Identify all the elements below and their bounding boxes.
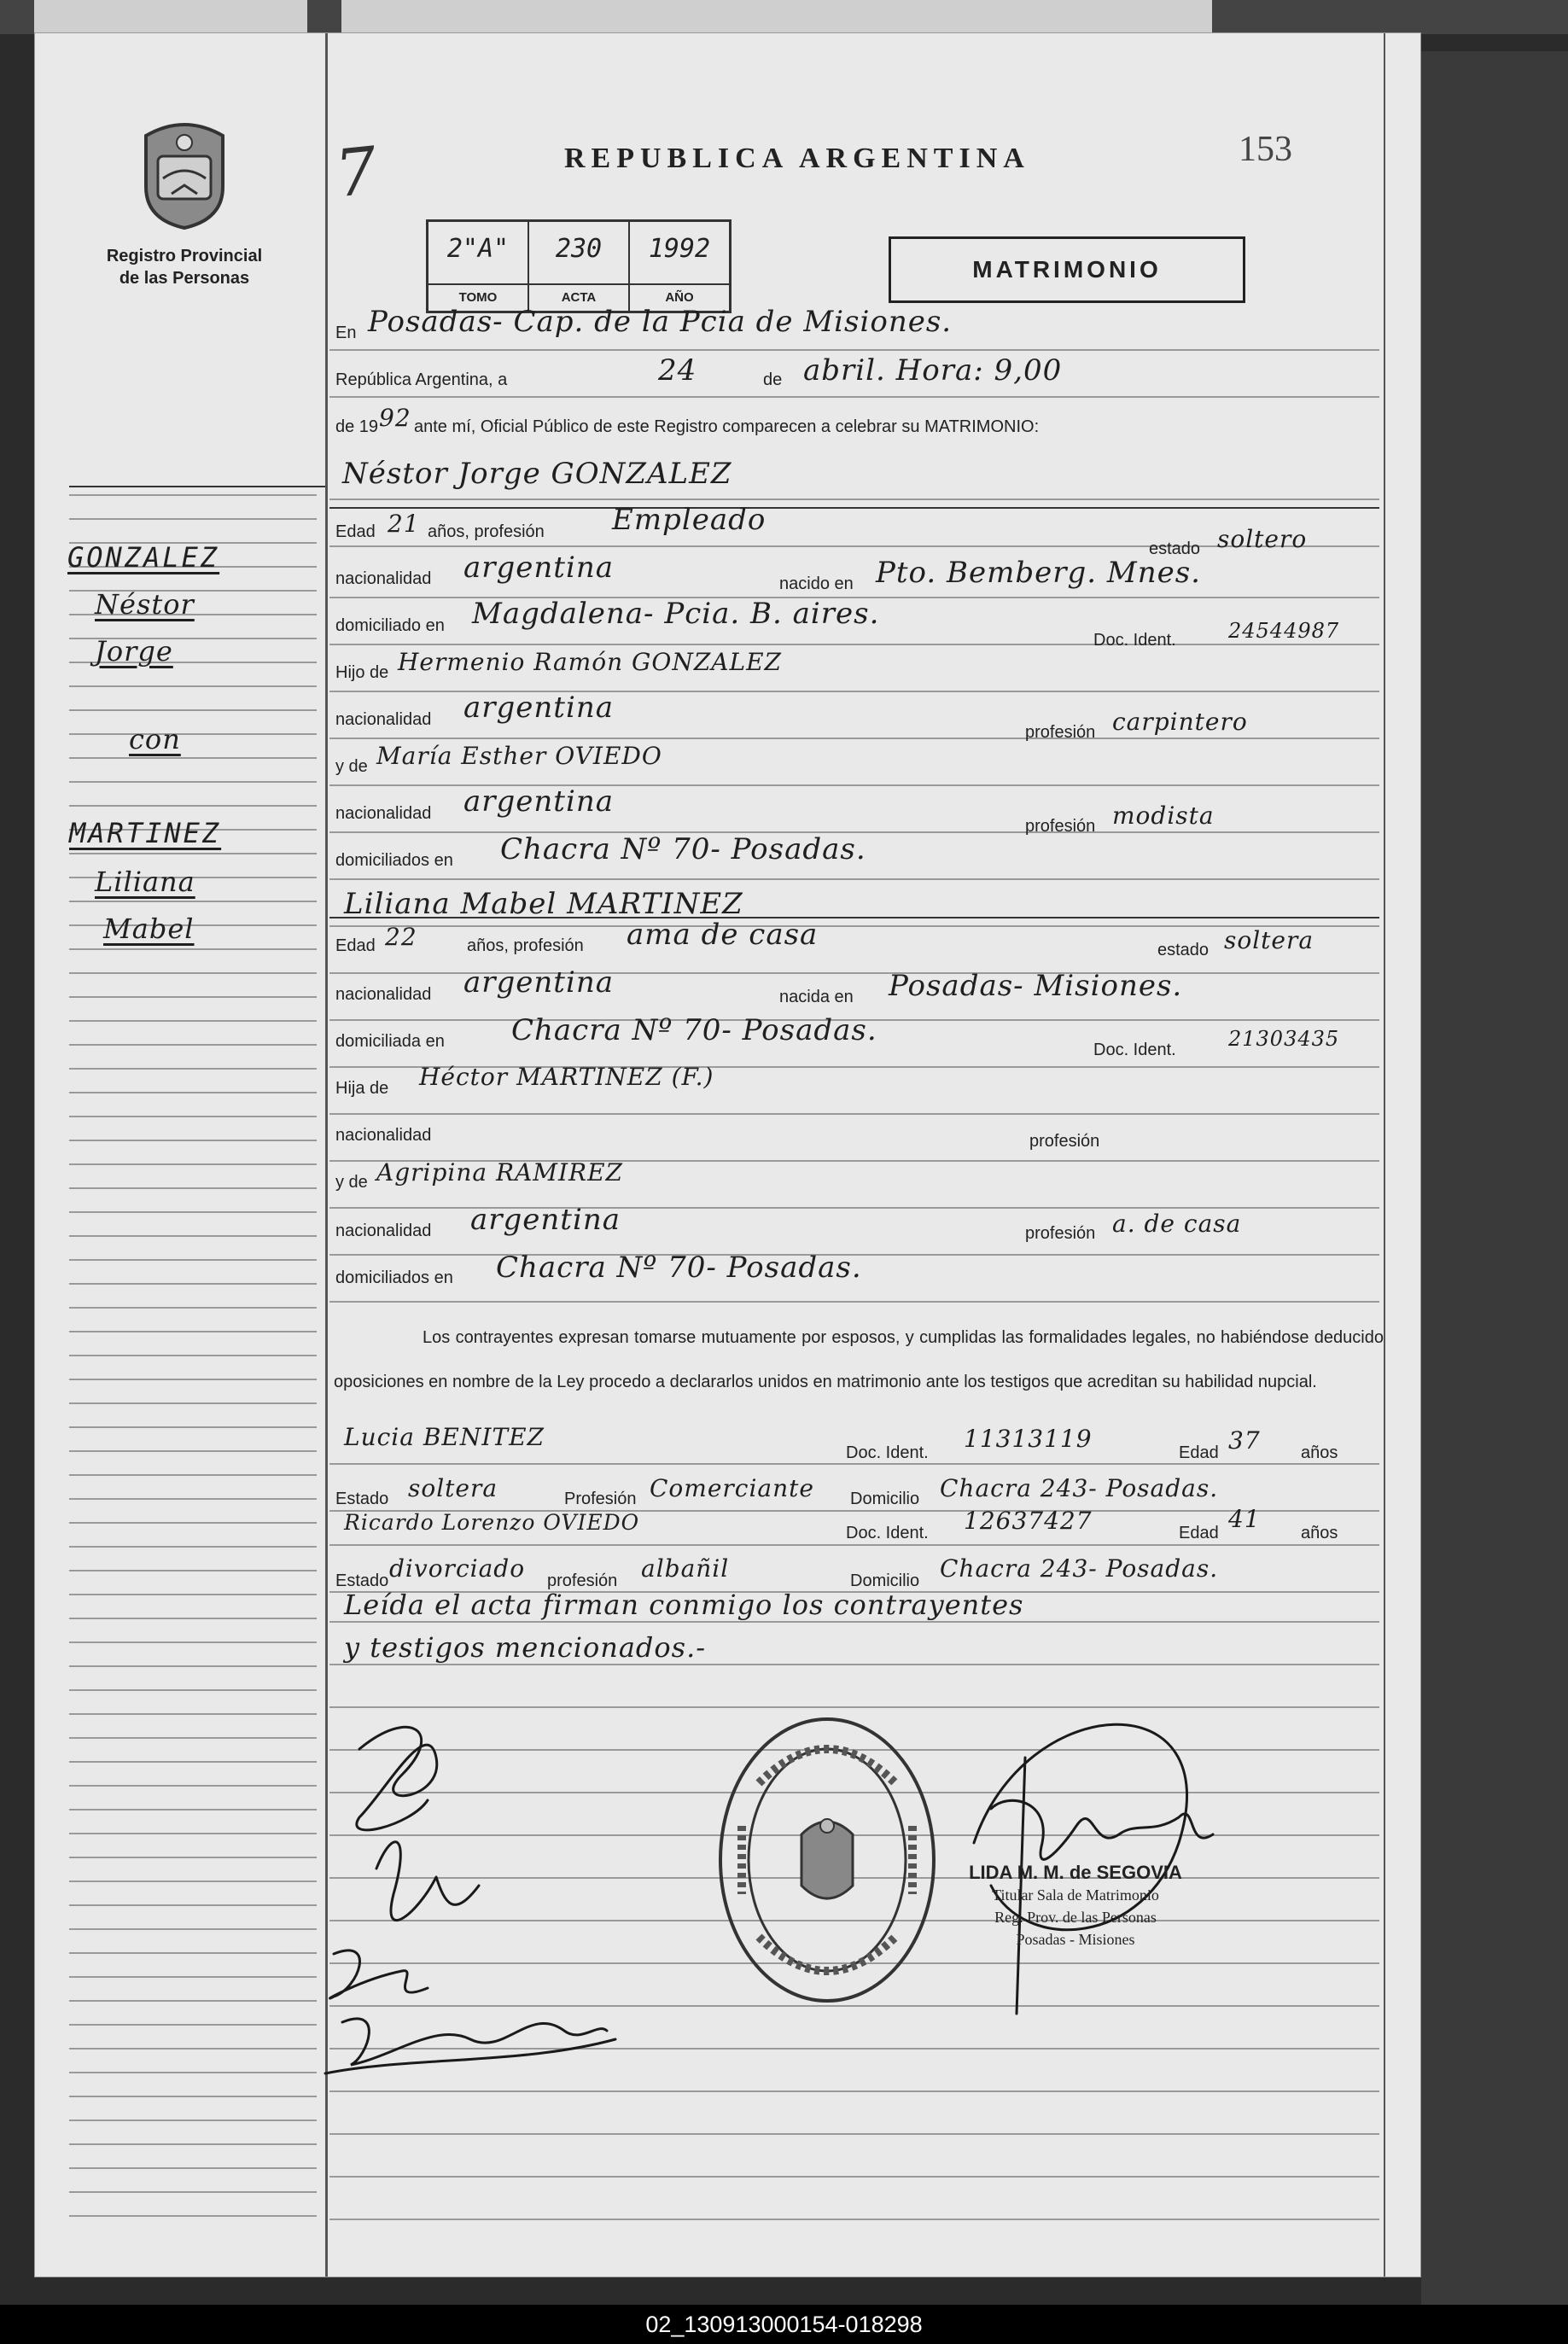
groom-nationality: argentina <box>463 551 615 585</box>
bride-address: Chacra Nº 70- Posadas. <box>511 1013 877 1047</box>
groom-age: 21 <box>388 510 420 538</box>
margin-groom-name2: Jorge <box>95 635 173 668</box>
margin-groom-surname: GONZALEZ <box>67 541 220 574</box>
witness1-age: 37 <box>1228 1426 1261 1455</box>
witness2-doc-label: Doc. Ident. <box>846 1524 929 1542</box>
registry-seal-stamp <box>708 1706 947 2014</box>
appearance-text: ante mí, Oficial Público de este Registro comparecen a celebrar su MATRIMONIO: <box>414 417 1040 436</box>
marriage-month-time: abril. Hora: 9,00 <box>803 353 1063 388</box>
form-line <box>329 2133 1379 2135</box>
bride-doc-label: Doc. Ident. <box>1093 1041 1176 1059</box>
groom-father-name: Hermenio Ramón GONZALEZ <box>398 648 782 676</box>
certificate-page <box>34 32 1421 2277</box>
closing-line-1: Leída el acta firman conmigo los contrayentes <box>344 1589 1024 1621</box>
ruled-line <box>69 1379 317 1380</box>
acta-value: 230 <box>555 234 603 264</box>
witness2-civil-status: divorciado <box>389 1554 526 1583</box>
bride-mother-prof-label: profesión <box>1025 1224 1096 1243</box>
bride-father-name: Héctor MARTINEZ (F.) <box>419 1063 714 1091</box>
closing-line-2: y testigos mencionados.- <box>344 1631 707 1664</box>
margin-header-line <box>69 486 325 487</box>
ruled-line <box>69 1952 317 1954</box>
official-signature-block <box>926 1862 1225 1950</box>
groom-edad-label: Edad <box>335 522 376 541</box>
margin-bride-name1: Liliana <box>95 866 195 898</box>
ruled-line <box>69 2000 317 2002</box>
ruled-line <box>69 1092 317 1093</box>
groom-civil-status: soltero <box>1217 525 1308 553</box>
form-line <box>329 644 1379 645</box>
ruled-line <box>69 1402 317 1404</box>
ruled-line <box>69 1450 317 1452</box>
form-line <box>329 925 1379 927</box>
acta-reference-table <box>426 219 732 313</box>
ruled-line <box>69 2167 317 2169</box>
groom-mother-profession: modista <box>1112 802 1215 830</box>
form-line <box>329 1621 1379 1623</box>
groom-mother-name: María Esther OVIEDO <box>376 742 662 770</box>
form-line <box>329 499 1379 500</box>
form-line <box>329 396 1379 398</box>
form-line <box>329 1544 1379 1546</box>
witness2-address: Chacra 243- Posadas. <box>940 1554 1219 1583</box>
year-prefix: de 19 <box>335 417 379 436</box>
ano-value: 1992 <box>648 234 711 264</box>
ruled-line <box>69 948 317 950</box>
ruled-line <box>69 1211 317 1213</box>
form-line <box>329 2176 1379 2178</box>
bride-nacida-label: nacida en <box>779 988 854 1006</box>
witness2-doc-number: 12637427 <box>964 1507 1093 1535</box>
bride-doc-number: 21303435 <box>1228 1027 1340 1051</box>
ruled-line <box>69 733 317 735</box>
witness1-edad-label: Edad <box>1179 1443 1219 1462</box>
margin-connector: con <box>129 723 181 755</box>
ruled-line <box>69 1737 317 1739</box>
acta-label: ACTA <box>529 283 628 311</box>
bride-mother-name: Agripina RAMIREZ <box>376 1158 623 1187</box>
groom-parents-dom-label: domiciliados en <box>335 851 453 870</box>
ruled-line <box>69 1689 317 1691</box>
bride-parents-address: Chacra Nº 70- Posadas. <box>496 1251 862 1285</box>
ruled-line <box>69 1976 317 1978</box>
bride-estado-label: estado <box>1157 941 1210 959</box>
marriage-place: Posadas- Cap. de la Pcia de Misiones. <box>368 305 953 339</box>
groom-father-nationality: argentina <box>463 691 615 725</box>
acta-cell <box>529 222 630 311</box>
groom-mother-nat-label: nacionalidad <box>335 804 432 823</box>
ruled-line <box>69 972 317 974</box>
ruled-line <box>69 1044 317 1046</box>
bride-edad-label: Edad <box>335 936 376 955</box>
witness1-civil-status: soltera <box>408 1474 498 1502</box>
ano-cell <box>630 222 729 311</box>
bride-dom-label: domiciliada en <box>335 1032 445 1051</box>
groom-yde-label: y de <box>335 757 368 776</box>
ruled-line <box>69 757 317 759</box>
form-line <box>329 738 1379 739</box>
witness1-anos-label: años <box>1301 1443 1338 1462</box>
ruled-line <box>69 2048 317 2050</box>
ruled-line <box>69 1283 317 1285</box>
form-line <box>329 1463 1379 1465</box>
coat-of-arms-icon <box>137 119 231 230</box>
groom-mother-nationality: argentina <box>463 784 615 819</box>
ruled-line <box>69 996 317 998</box>
tomo-cell <box>428 222 529 311</box>
witness2-anos-label: años <box>1301 1524 1338 1542</box>
registry-name <box>78 245 291 289</box>
scan-identifier: 02_130913000154-018298 <box>0 2305 1568 2344</box>
witness2-profession: albañil <box>641 1554 730 1583</box>
groom-estado-label: estado <box>1149 539 1201 558</box>
ruled-line <box>69 494 317 496</box>
ruled-line <box>69 1546 317 1548</box>
witness2-estado-label: Estado <box>335 1571 389 1590</box>
groom-parents-address: Chacra Nº 70- Posadas. <box>500 832 866 866</box>
ruled-line <box>69 1880 317 1882</box>
bride-age: 22 <box>385 923 417 951</box>
witness2-edad-label: Edad <box>1179 1524 1219 1542</box>
bride-civil-status: soltera <box>1224 926 1314 954</box>
tomo-value: 2"A" <box>446 234 510 264</box>
document-type-box: MATRIMONIO <box>889 236 1245 303</box>
ruled-line <box>69 1068 317 1070</box>
ruled-line <box>69 1187 317 1189</box>
ruled-line <box>69 1522 317 1524</box>
ruled-line <box>69 1355 317 1356</box>
form-line <box>329 349 1379 351</box>
party-signatures <box>308 1698 667 2125</box>
ruled-line <box>69 1259 317 1261</box>
ruled-line <box>69 1020 317 1022</box>
groom-doc-label: Doc. Ident. <box>1093 631 1176 650</box>
form-line <box>329 2219 1379 2220</box>
declaration-text: Los contrayentes expresan tomarse mutuamente por esposos, y cumplidas las formalidades legales, no habiéndose deducido oposiciones en nombre de la Ley procedo a declararlos unidos en matrimonio ante los testigos que acreditan su habilidad nupcial. <box>334 1328 1384 1391</box>
groom-full-name: Néstor Jorge GONZALEZ <box>342 457 732 491</box>
bride-parents-dom-label: domiciliados en <box>335 1268 453 1287</box>
margin-bride-name2: Mabel <box>103 913 195 945</box>
groom-father-prof-label: profesión <box>1025 723 1096 742</box>
ruled-line <box>69 1498 317 1500</box>
republic-label: República Argentina, a <box>335 370 508 389</box>
witness2-name: Ricardo Lorenzo OVIEDO <box>344 1510 640 1535</box>
groom-address: Magdalena- Pcia. B. aires. <box>472 597 880 631</box>
ruled-line <box>69 1665 317 1667</box>
ruled-line <box>69 1307 317 1309</box>
groom-hijo-label: Hijo de <box>335 663 389 682</box>
ruled-line <box>69 1713 317 1715</box>
right-margin-rule <box>1384 33 1385 2277</box>
ruled-line <box>69 781 317 783</box>
witness1-doc-number: 11313119 <box>964 1425 1093 1453</box>
scan-top-edge <box>0 0 1568 34</box>
witness1-estado-label: Estado <box>335 1490 389 1508</box>
witness2-domicilio-label: Domicilio <box>850 1571 920 1590</box>
marriage-year: 92 <box>379 404 411 432</box>
registry-name-line1: Registro Provincial <box>106 247 263 265</box>
groom-anos-label: años, profesión <box>428 522 545 541</box>
ruled-line <box>69 685 317 687</box>
ruled-line <box>69 1163 317 1165</box>
witness1-doc-label: Doc. Ident. <box>846 1443 929 1462</box>
official-title-3: Posadas - Misiones <box>1016 1931 1135 1948</box>
folio-number: 153 <box>1239 130 1292 169</box>
corner-note: 7 <box>331 131 381 213</box>
ruled-line <box>69 2072 317 2073</box>
ruled-line <box>69 2024 317 2026</box>
ruled-line <box>69 1235 317 1237</box>
en-label: En <box>335 324 357 342</box>
bride-nationality: argentina <box>463 965 615 1000</box>
ruled-line <box>69 1474 317 1476</box>
bride-profession: ama de casa <box>627 918 819 952</box>
ruled-line <box>69 1928 317 1930</box>
ruled-line <box>69 1761 317 1763</box>
groom-nat-label: nacionalidad <box>335 569 432 588</box>
margin-bride-surname: MARTINEZ <box>69 817 222 849</box>
bride-nat-label: nacionalidad <box>335 985 432 1004</box>
official-title-1: Titular Sala de Matrimonio <box>992 1886 1159 1904</box>
official-signature <box>923 1672 1281 2031</box>
tomo-label: TOMO <box>428 283 528 311</box>
bride-father-nat-label: nacionalidad <box>335 1126 432 1145</box>
ruled-line <box>69 1809 317 1810</box>
bride-anos-label: años, profesión <box>467 936 584 955</box>
groom-doc-number: 24544987 <box>1228 619 1340 643</box>
ruled-line <box>69 853 317 854</box>
ruled-line <box>69 1594 317 1595</box>
ruled-line <box>69 1904 317 1906</box>
marriage-day: 24 <box>658 353 697 388</box>
paper-edge <box>34 0 307 34</box>
ruled-line <box>69 1833 317 1834</box>
ruled-line <box>69 2215 317 2217</box>
form-line <box>329 1301 1379 1303</box>
ruled-line <box>69 805 317 807</box>
official-name: LIDA M. M. de SEGOVIA <box>969 1862 1182 1883</box>
bride-birthplace: Posadas- Misiones. <box>889 969 1183 1003</box>
bride-full-name: Liliana Mabel MARTINEZ <box>344 887 743 921</box>
ruled-line <box>69 2120 317 2121</box>
bride-hija-label: Hija de <box>335 1079 389 1098</box>
paper-edge <box>341 0 1212 34</box>
groom-birthplace: Pto. Bemberg. Mnes. <box>876 556 1201 590</box>
bride-mother-profession: a. de casa <box>1112 1210 1242 1238</box>
registry-name-line2: de las Personas <box>119 269 250 288</box>
witness1-profession: Comerciante <box>650 1474 814 1502</box>
witness2-age: 41 <box>1228 1505 1261 1533</box>
groom-profession: Empleado <box>612 503 767 537</box>
bride-yde-label: y de <box>335 1173 368 1192</box>
ruled-line <box>69 2143 317 2145</box>
form-line <box>329 1113 1379 1115</box>
margin-groom-name1: Néstor <box>95 588 195 621</box>
bride-mother-nationality: argentina <box>470 1203 621 1237</box>
witness1-domicilio-label: Domicilio <box>850 1490 920 1508</box>
ruled-line <box>69 518 317 520</box>
groom-father-nat-label: nacionalidad <box>335 710 432 729</box>
section-divider <box>329 507 1379 509</box>
witness1-address: Chacra 243- Posadas. <box>940 1474 1219 1502</box>
witness2-profesion-label: profesión <box>547 1571 618 1590</box>
witness1-profesion-label: Profesión <box>564 1490 637 1508</box>
witness1-name: Lucia BENITEZ <box>344 1423 545 1451</box>
ruled-line <box>69 1426 317 1428</box>
form-line <box>329 1664 1379 1665</box>
page-edge-shadow <box>1421 51 1568 2305</box>
ruled-line <box>69 1618 317 1619</box>
bride-father-prof-label: profesión <box>1029 1132 1100 1151</box>
ruled-line <box>69 901 317 902</box>
ruled-line <box>69 1785 317 1787</box>
groom-mother-prof-label: profesión <box>1025 817 1096 836</box>
bride-mother-nat-label: nacionalidad <box>335 1222 432 1240</box>
form-line <box>329 878 1379 880</box>
ruled-line <box>69 2096 317 2097</box>
ruled-line <box>69 1331 317 1332</box>
groom-father-profession: carpintero <box>1112 708 1248 736</box>
ruled-line <box>69 1570 317 1571</box>
ruled-line <box>69 709 317 711</box>
official-title-2: Reg. Prov. de las Personas <box>994 1909 1157 1926</box>
groom-nacido-label: nacido en <box>779 574 854 593</box>
ruled-line <box>69 1641 317 1643</box>
ruled-line <box>69 2191 317 2193</box>
ruled-line <box>69 1116 317 1117</box>
country-title: REPUBLICA ARGENTINA <box>564 143 1030 174</box>
groom-dom-label: domiciliado en <box>335 616 445 635</box>
ruled-line <box>69 1857 317 1858</box>
ruled-line <box>69 1140 317 1141</box>
de-label: de <box>763 370 783 389</box>
ano-label: AÑO <box>630 283 729 311</box>
